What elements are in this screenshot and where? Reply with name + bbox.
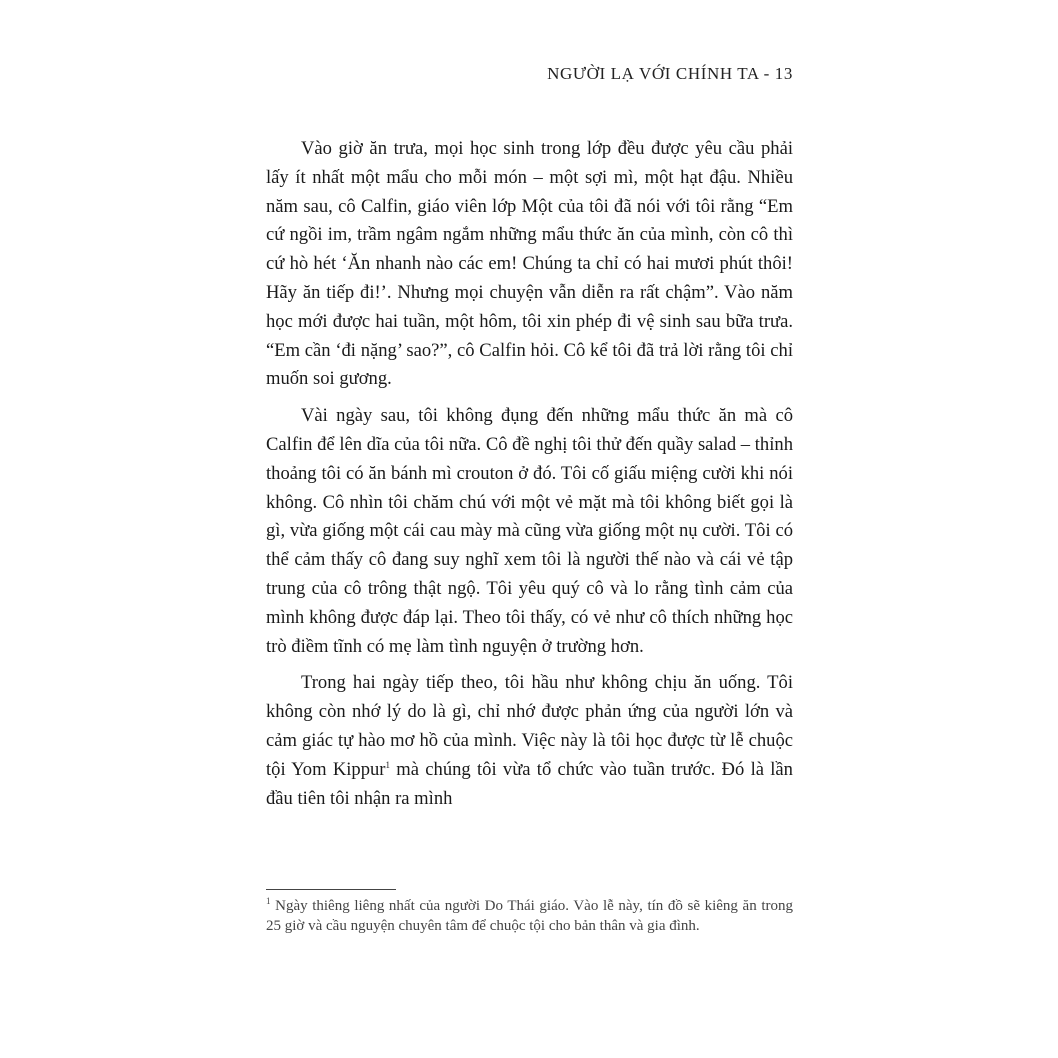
footnote-mark: 1: [266, 896, 271, 906]
paragraph-3-text-after: mà chúng tôi vừa tổ chức vào tuần trước. Đó là lần đầu tiên tôi nhận ra mình: [266, 758, 793, 809]
footnote-reference: 1: [385, 759, 390, 770]
paragraph-2: Vài ngày sau, tôi không đụng đến những mẩu thức ăn mà cô Calfin để lên dĩa của tôi nữa. Cô đề nghị tôi thử đến quầy salad – thỉnh thoảng tôi có ăn bánh mì crouton ở đó. Tôi cố giấu miệng cười khi nói không. Cô nhìn tôi chăm chú với một vẻ mặt mà tôi không biết gọi là gì, vừa giống một cái cau mày mà cũng vừa giống một nụ cười. Tôi có thể cảm thấy cô đang suy nghĩ xem tôi là người thế nào và cái vẻ tập trung của cô trông thật ngộ. Tôi yêu quý cô và lo rằng tình cảm của mình không được đáp lại. Theo tôi thấy, có vẻ như cô thích những học trò điềm tĩnh có mẹ làm tình nguyện ở trường hơn.: [266, 405, 793, 657]
running-header: NGƯỜI LẠ VỚI CHÍNH TA - 13: [547, 64, 793, 83]
paragraph-3-text-before: Trong hai ngày tiếp theo, tôi hầu như không chịu ăn uống. Tôi không còn nhớ lý do là gì, chỉ nhớ được phản ứng của người lớn và cảm giác tự hào mơ hồ của mình. Việc này là tôi học được từ lễ chuộc tội Yom Kippur: [266, 672, 793, 780]
footnote-divider: [266, 889, 396, 890]
footnote-text: Ngày thiêng liêng nhất của người Do Thái giáo. Vào lễ này, tín đồ sẽ kiêng ăn trong 25 giờ và cầu nguyện chuyên tâm để chuộc tội cho bản thân và gia đình.: [266, 898, 793, 934]
footnote: [266, 896, 793, 936]
body-text: [266, 135, 793, 821]
footnote-area: [266, 889, 793, 936]
paragraph-3: [266, 669, 793, 813]
paragraph-1: Vào giờ ăn trưa, mọi học sinh trong lớp đều được yêu cầu phải lấy ít nhất một mẩu cho mỗi món – một sợi mì, một hạt đậu. Nhiều năm sau, cô Calfin, giáo viên lớp Một của tôi đã nói với tôi rằng “Em cứ ngồi im, trầm ngâm ngắm những mẩu thức ăn của mình, còn cô thì cứ hò hét ‘Ăn nhanh nào các em! Chúng ta chỉ có hai mươi phút thôi! Hãy ăn tiếp đi!’. Nhưng mọi chuyện vẫn diễn ra rất chậm”. Vào năm học mới được hai tuần, một hôm, tôi xin phép đi vệ sinh sau bữa trưa. “Em cần ‘đi nặng’ sao?”, cô Calfin hỏi. Cô kể tôi đã trả lời rằng tôi chỉ muốn soi gương.: [266, 138, 793, 390]
